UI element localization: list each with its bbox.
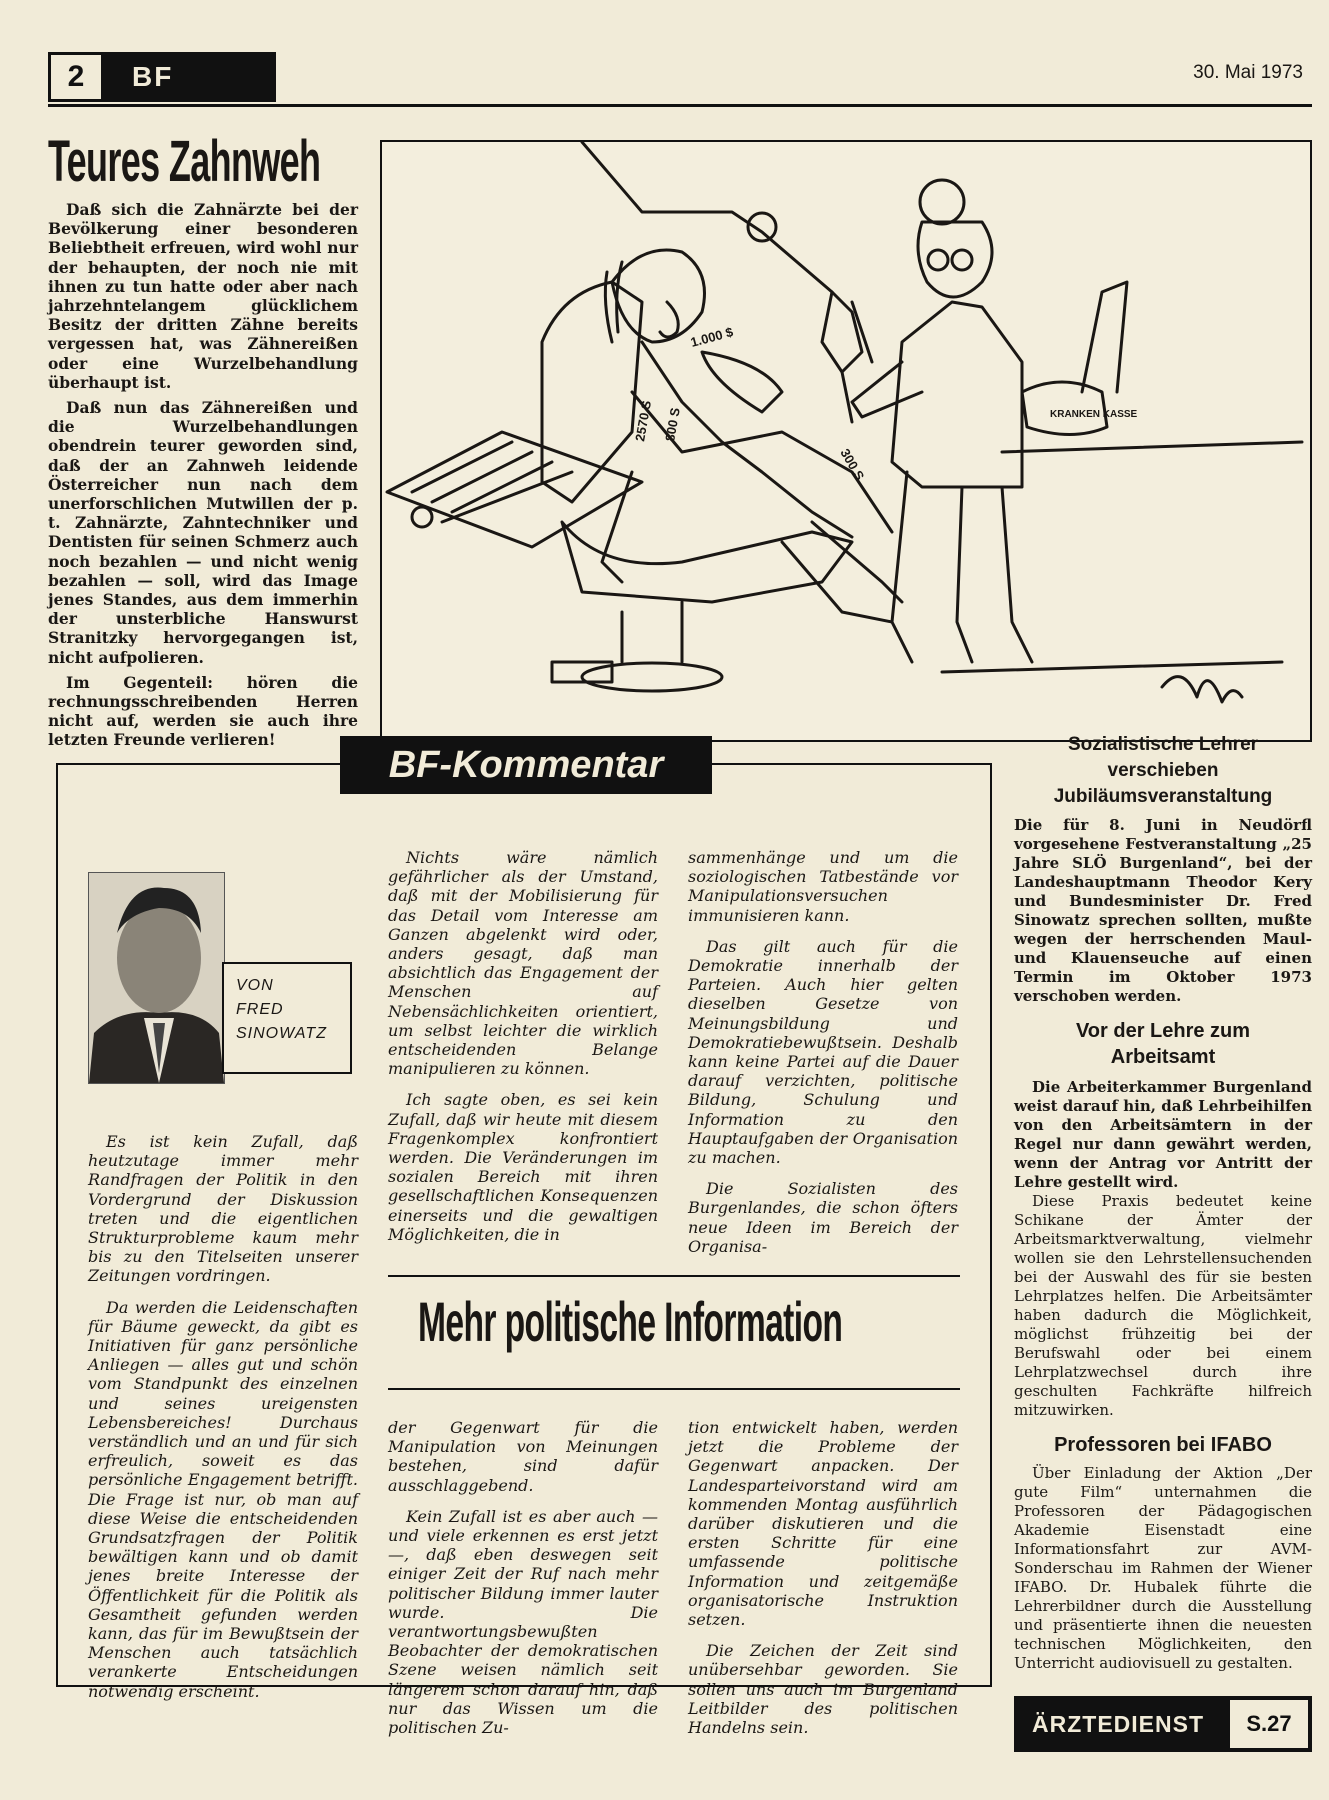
article-title: Teures Zahnweh: [48, 129, 321, 194]
article-paragraph: Daß sich die Zahnärzte bei der Bevölkerung einer besonderen Beliebtheit erfreuen, wird wohl nur der behaupten, der noch nie mit ihnen zu tun hatte oder aber nach jahrzehntelangem glücklichem Besitz der dritten Zähne bereits vergessen hat, was Zähnereißen oder eine Wurzelbehandlung überhaupt ist.: [48, 200, 358, 392]
byline: [222, 962, 352, 1074]
headline-rule: [388, 1275, 960, 1277]
aerztedienst-box: [1014, 1696, 1312, 1752]
price-tag: 1.000 $: [688, 324, 735, 350]
kommentar-column-5: [688, 1418, 958, 1743]
column-paragraph: sammenhänge und um die soziologischen Tatbestände vor Manipulationsversuchen immunisieren kann.: [688, 848, 958, 925]
news-heading: Vor der Lehre zum Arbeitsamt: [1075, 1020, 1251, 1068]
cartoon-drawing: [382, 142, 1310, 740]
news-body: Diese Praxis bedeutet keine Schikane der Ämter der Arbeitsmarktverwaltung, vielmehr wollen sie den Lehrstellensuchenden bei der Auswahl des für sie besten Lehrplatzes helfen. Die Arbeitsämter haben dadurch die Möglichkeit, möglichst frühzeitig bei der Berufswahl oder bei einem Lehrplatzwechsel durch ihre geschulten Fachkräfte hilfreich mitzuwirken.: [1014, 1192, 1312, 1419]
kommentar-column-2: [388, 848, 658, 1250]
price-tag: 800 S: [662, 406, 683, 443]
article-paragraph: Im Gegenteil: hören die rechnungsschreibenden Herren nicht auf, werden sie auch ihre letzten Freunde verlieren!: [48, 672, 358, 750]
price-tag: 300 S: [837, 446, 868, 483]
page-number: 2: [51, 55, 104, 99]
news-heading: Sozialistische Lehrer verschieben Jubiläumsveranstaltung: [1053, 734, 1273, 807]
column-paragraph: Nichts wäre nämlich gefährlicher als der Umstand, daß mit der Mobilisierung für das Detail vom Interesse am Ganzen abgelenkt wird oder, anders gesagt, daß man absichtlich das Engagement der Menschen auf Nebensächlichkeiten orientiert, um selbst leichter die wirklich entscheidenden Belange manipulieren zu können.: [388, 848, 658, 1079]
column-paragraph: Das gilt auch für die Demokratie innerhalb der Parteien. Auch hier gelten dieselben Gesetze von Meinungsbildung und Demokratiebewußtsein. Deshalb kann keine Partei auf die Dauer darauf verzichten, politische Bildung, Schulung und Information zu den Hauptaufgaben der Organisation zu machen.: [688, 936, 958, 1168]
portrait-image: [89, 873, 224, 1083]
column-paragraph: Ich sagte oben, es sei kein Zufall, daß wir heute mit diesem Fragenkomplex konfrontiert werden. Die Veränderungen im sozialen Bereich mit ihren gesellschaftlichen Konsequenzen einerseits und die gewaltigen Möglichkeiten, die in: [388, 1090, 658, 1244]
column-paragraph: Es ist kein Zufall, daß heutzutage immer mehr Randfragen der Politik in den Vordergrund der Diskussion treten und die eigentlichen Strukturprobleme kaum mehr bis zu den Titelseiten unserer Zeitungen vordringen.: [88, 1132, 358, 1286]
news-heading: Professoren bei IFABO: [1054, 1434, 1272, 1456]
sidebar: [1014, 732, 1312, 1673]
byline-line: SINOWATZ: [236, 1025, 327, 1042]
column-paragraph: Die Sozialisten des Burgenlandes, die schon öfters neue Ideen im Bereich der Organisa-: [688, 1179, 958, 1256]
kommentar-column-1: [88, 1132, 358, 1707]
byline-line: FRED: [236, 1001, 284, 1018]
news-body: Die für 8. Juni in Neudörfl vorgesehene Festveranstaltung „25 Jahre SLÖ Burgenland“, bei der Landeshauptmann Theodor Kery und Bundesminister Dr. Fred Sinowatz sprechen sollten, mußte wegen der herrschenden Maul- und Klauenseuche auf einen Termin im Oktober 1973 verschoben werden.: [1014, 816, 1312, 1005]
kommentar-headline: Mehr politische Information: [418, 1290, 843, 1353]
column-paragraph: Da werden die Leidenschaften für Bäume geweckt, da gibt es Initiativen für ganz persönliche Anliegen — alles gut und schön vom Standpunkt des einzelnen und seines ureigensten Lebensbereiches! Durchaus verständlich und an und für sich erfreulich, soweit es das persönliche Engagement betrifft. Die Frage ist nur, ob man auf diese Weise die entscheidenden Grundsatzfragen der Politik bewältigen kann und ob damit jenes breite Interesse der Öffentlichkeit für die Politik als Gesamtheit gefunden werden kann, das für im Bewußtsein der Menschen auch tatsächlich verankerte Entscheidungen notwendig erscheint.: [88, 1297, 358, 1701]
author-photo: [88, 872, 225, 1084]
headline-rule: [388, 1388, 960, 1390]
kommentar-column-3: [688, 848, 958, 1262]
issue-date: 30. Mai 1973: [1193, 62, 1303, 83]
column-paragraph: tion entwickelt haben, werden jetzt die Probleme der Gegenwart anpacken. Der Landesparteivorstand wird am kommenden Montag ausführlich darüber diskutieren und die ersten Schritte für eine umfassende politische Information und zeitgemäße organisatorische Instruktion setzen.: [688, 1418, 958, 1630]
kommentar-column-4: [388, 1418, 658, 1743]
kommentar-label: BF-Kommentar: [340, 736, 712, 794]
page-header-box: [48, 52, 276, 102]
footer-label: ÄRZTEDIENST: [1032, 1710, 1204, 1737]
column-paragraph: Kein Zufall ist es aber auch — und viele erkennen es erst jetzt —, daß eben deswegen seit einiger Zeit der Ruf nach mehr politischer Bildung immer lauter wurde. Die verantwortungsbewußten Beobachter der demokratischen Szene weisen nämlich seit längerem schon darauf hin, daß nur das Wissen um die politischen Zu-: [388, 1506, 658, 1738]
header-rule: [48, 104, 1312, 107]
kasse-label: KRANKEN KASSE: [1050, 409, 1138, 420]
column-paragraph: Die Zeichen der Zeit sind unübersehbar geworden. Sie sollen uns auch im Burgenland Leitbilder des politischen Handelns sein.: [688, 1641, 958, 1738]
dentist-cartoon: [380, 140, 1312, 742]
price-tag: 2570 S: [632, 399, 655, 443]
footer-page-ref: S.27: [1230, 1700, 1308, 1748]
left-article: [48, 130, 358, 756]
kommentar-headline-wrap: [418, 1290, 978, 1370]
byline-line: VON: [236, 977, 274, 994]
article-paragraph: Daß nun das Zähnereißen und die Wurzelbehandlungen obendrein teurer geworden sind, daß der an Zahnweh leidende Österreicher nun nach dem unerforschlichen Mutwillen der p. t. Zahnärzte, Zahntechniker und Dentisten für seinen Schmerz auch noch bezahlen — und nicht wenig bezahlen — soll, wird das Image jenes Standes, aus dem immerhin der unsterbliche Hanswurst Stranitzky hervorgegangen ist, nicht aufpolieren.: [48, 398, 358, 667]
news-body: Über Einladung der Aktion „Der gute Film“ unternahmen die Professoren der Pädagogischen Akademie Eisenstadt eine Informationsfahrt zur AVM-Sonderschau im Rahmen der Wiener IFABO. Dr. Hubalek führte die Lehrerbildner durch die Ausstellung und präsentierte ihnen die neuesten technischen Möglichkeiten, den Unterricht audiovisuell zu gestalten.: [1014, 1464, 1312, 1672]
news-body: Die Arbeiterkammer Burgenland weist darauf hin, daß Lehrbeihilfen von den Arbeitsämtern in der Regel nur dann gewährt werden, wenn der Antrag vor Antritt der Lehre gestellt wird.: [1014, 1078, 1312, 1191]
brand-label: BF: [132, 61, 174, 92]
column-paragraph: der Gegenwart für die Manipulation von Meinungen bestehen, sind dafür ausschlaggebend.: [388, 1418, 658, 1495]
